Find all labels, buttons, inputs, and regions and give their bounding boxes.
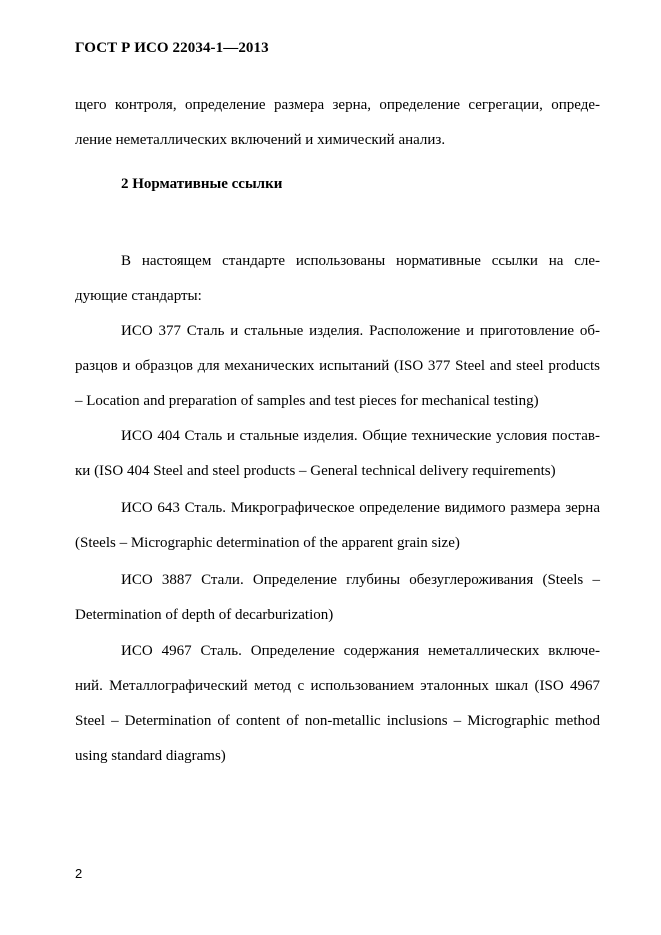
text-line: Determination of depth of decarburization) bbox=[75, 607, 334, 623]
text-line: using standard diagrams) bbox=[75, 748, 226, 764]
text-line: Steel – Determination of content of non-metallic inclusions – Micrographic method bbox=[75, 713, 600, 729]
text-line: (Steels – Micrographic determination of the apparent grain size) bbox=[75, 535, 460, 551]
reference-iso-643 bbox=[75, 491, 600, 561]
page-number: 2 bbox=[75, 866, 83, 881]
reference-iso-3887 bbox=[75, 563, 600, 633]
text-line: разцов и образцов для механических испытаний (ISO 377 Steel and steel products bbox=[75, 358, 600, 374]
text-line: щего контроля, определение размера зерна, определение сегрегации, опреде- bbox=[75, 97, 600, 113]
reference-iso-4967 bbox=[75, 634, 600, 774]
reference-iso-404 bbox=[75, 419, 600, 489]
text-line: ИСО 643 Сталь. Микрографическое определение видимого размера зерна bbox=[121, 500, 600, 516]
text-line: ИСО 404 Сталь и стальные изделия. Общие технические условия постав- bbox=[121, 428, 600, 444]
text-line: – Location and preparation of samples and test pieces for mechanical testing) bbox=[75, 393, 539, 409]
reference-iso-377 bbox=[75, 314, 600, 419]
text-line: дующие стандарты: bbox=[75, 288, 202, 304]
text-line: ИСО 3887 Стали. Определение глубины обезуглероживания (Steels – bbox=[121, 572, 600, 588]
section-lead-paragraph bbox=[75, 244, 600, 314]
text-line: ний. Металлографический метод с использованием эталонных шкал (ISO 4967 bbox=[75, 678, 600, 694]
text-line: ки (ISO 404 Steel and steel products – General technical delivery requirements) bbox=[75, 463, 556, 479]
text-line: В настоящем стандарте использованы нормативные ссылки на сле- bbox=[121, 253, 600, 269]
document-header: ГОСТ Р ИСО 22034-1—2013 bbox=[75, 40, 269, 56]
text-line: ИСО 4967 Сталь. Определение содержания неметаллических включе- bbox=[121, 643, 600, 659]
text-line: ИСО 377 Сталь и стальные изделия. Расположение и приготовление об- bbox=[121, 323, 600, 339]
intro-continuation-paragraph bbox=[75, 88, 600, 158]
section-heading: 2 Нормативные ссылки bbox=[121, 176, 283, 192]
text-line: ление неметаллических включений и химический анализ. bbox=[75, 132, 446, 148]
